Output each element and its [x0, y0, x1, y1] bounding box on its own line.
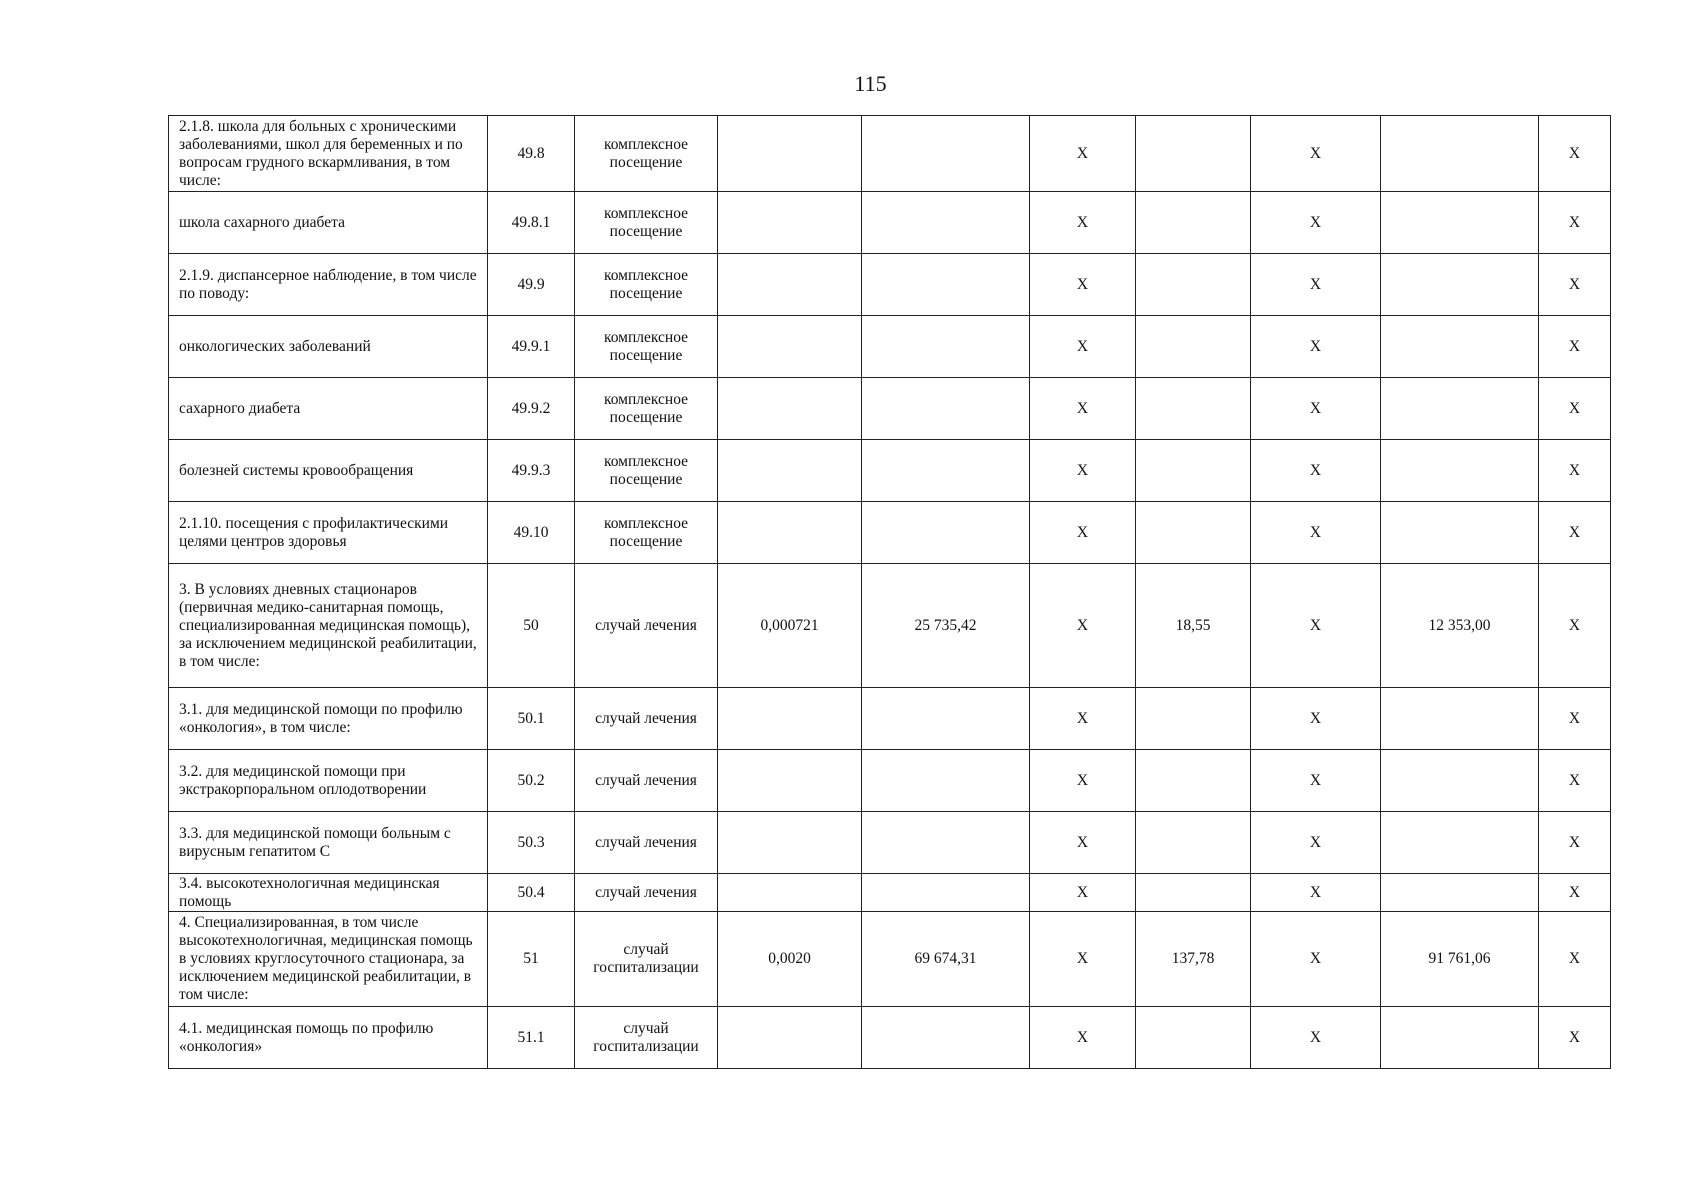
row-col-10: X [1539, 502, 1611, 564]
row-col-7 [1136, 688, 1251, 750]
row-name: 2.1.8. школа для больных с хроническими заболеваниями, школ для беременных и по вопросам грудного вскармливания, в том числе: [169, 116, 488, 192]
row-code: 50.1 [488, 688, 575, 750]
row-cost [862, 688, 1030, 750]
row-col-10: X [1539, 1007, 1611, 1069]
row-norm: 0,000721 [718, 564, 862, 688]
table-row [169, 564, 1611, 688]
row-name: 4.1. медицинская помощь по профилю «онкология» [169, 1007, 488, 1069]
row-col-10: X [1539, 874, 1611, 912]
row-cost [862, 874, 1030, 912]
row-col-7 [1136, 1007, 1251, 1069]
row-col-8: X [1251, 378, 1381, 440]
table-row [169, 812, 1611, 874]
row-col-9 [1381, 874, 1539, 912]
row-col-9 [1381, 688, 1539, 750]
row-norm: 0,0020 [718, 912, 862, 1007]
row-col-7 [1136, 502, 1251, 564]
row-unit: комплексное посещение [575, 440, 718, 502]
row-col-6: X [1030, 912, 1136, 1007]
table-row [169, 1007, 1611, 1069]
row-unit: случай лечения [575, 564, 718, 688]
row-col-9: 12 353,00 [1381, 564, 1539, 688]
row-col-6: X [1030, 1007, 1136, 1069]
row-norm [718, 812, 862, 874]
row-col-7 [1136, 874, 1251, 912]
row-col-6: X [1030, 564, 1136, 688]
row-col-6: X [1030, 812, 1136, 874]
row-col-10: X [1539, 564, 1611, 688]
row-name: 3.1. для медицинской помощи по профилю «онкология», в том числе: [169, 688, 488, 750]
row-col-8: X [1251, 502, 1381, 564]
row-unit: случай лечения [575, 750, 718, 812]
row-col-7 [1136, 116, 1251, 192]
table-row [169, 912, 1611, 1007]
table-row [169, 502, 1611, 564]
row-norm [718, 502, 862, 564]
row-name: 4. Специализированная, в том числе высокотехнологичная, медицинская помощь в условиях круглосуточного стационара, за исключением медицинской реабилитации, в том числе: [169, 912, 488, 1007]
row-norm [718, 378, 862, 440]
row-unit: комплексное посещение [575, 116, 718, 192]
row-col-9 [1381, 316, 1539, 378]
row-cost: 69 674,31 [862, 912, 1030, 1007]
row-norm [718, 192, 862, 254]
row-col-6: X [1030, 192, 1136, 254]
row-cost [862, 1007, 1030, 1069]
row-col-8: X [1251, 812, 1381, 874]
table-row [169, 192, 1611, 254]
row-unit: комплексное посещение [575, 192, 718, 254]
row-col-9: 91 761,06 [1381, 912, 1539, 1007]
row-col-8: X [1251, 1007, 1381, 1069]
row-name: школа сахарного диабета [169, 192, 488, 254]
row-name: 3. В условиях дневных стационаров (первичная медико-санитарная помощь, специализированная медицинская помощь), за исключением медицинской реабилитации, в том числе: [169, 564, 488, 688]
row-norm [718, 440, 862, 502]
row-col-6: X [1030, 440, 1136, 502]
row-norm [718, 316, 862, 378]
row-cost [862, 750, 1030, 812]
row-cost [862, 254, 1030, 316]
row-col-9 [1381, 378, 1539, 440]
row-unit: комплексное посещение [575, 378, 718, 440]
row-cost [862, 440, 1030, 502]
row-norm [718, 254, 862, 316]
row-col-6: X [1030, 502, 1136, 564]
row-name: сахарного диабета [169, 378, 488, 440]
row-unit: случай лечения [575, 812, 718, 874]
row-col-8: X [1251, 688, 1381, 750]
row-col-6: X [1030, 116, 1136, 192]
row-cost [862, 192, 1030, 254]
row-code: 51 [488, 912, 575, 1007]
row-unit: комплексное посещение [575, 254, 718, 316]
row-norm [718, 688, 862, 750]
row-unit: случай госпитализации [575, 1007, 718, 1069]
row-code: 49.9.2 [488, 378, 575, 440]
row-col-7 [1136, 378, 1251, 440]
row-code: 49.8 [488, 116, 575, 192]
row-norm [718, 874, 862, 912]
row-code: 49.10 [488, 502, 575, 564]
table-row [169, 874, 1611, 912]
row-code: 49.8.1 [488, 192, 575, 254]
row-col-10: X [1539, 254, 1611, 316]
row-col-10: X [1539, 912, 1611, 1007]
row-col-9 [1381, 750, 1539, 812]
row-norm [718, 1007, 862, 1069]
row-col-9 [1381, 254, 1539, 316]
row-cost [862, 502, 1030, 564]
table-row [169, 378, 1611, 440]
row-code: 50.2 [488, 750, 575, 812]
row-col-10: X [1539, 750, 1611, 812]
row-col-8: X [1251, 316, 1381, 378]
row-col-8: X [1251, 564, 1381, 688]
row-norm [718, 750, 862, 812]
row-col-8: X [1251, 116, 1381, 192]
row-col-10: X [1539, 316, 1611, 378]
row-col-10: X [1539, 378, 1611, 440]
row-code: 51.1 [488, 1007, 575, 1069]
row-code: 50 [488, 564, 575, 688]
table-row [169, 750, 1611, 812]
row-col-7: 18,55 [1136, 564, 1251, 688]
row-col-8: X [1251, 912, 1381, 1007]
row-name: 3.4. высокотехнологичная медицинская помощь [169, 874, 488, 912]
row-col-10: X [1539, 192, 1611, 254]
row-col-9 [1381, 812, 1539, 874]
table-row [169, 316, 1611, 378]
row-unit: комплексное посещение [575, 502, 718, 564]
table-row [169, 688, 1611, 750]
row-col-6: X [1030, 316, 1136, 378]
row-col-7 [1136, 750, 1251, 812]
row-name: 2.1.10. посещения с профилактическими целями центров здоровья [169, 502, 488, 564]
row-unit: случай госпитализации [575, 912, 718, 1007]
row-unit: случай лечения [575, 688, 718, 750]
row-col-8: X [1251, 440, 1381, 502]
row-col-7 [1136, 812, 1251, 874]
row-col-10: X [1539, 688, 1611, 750]
row-code: 49.9.3 [488, 440, 575, 502]
data-table [168, 115, 1611, 1069]
page-number: 115 [854, 71, 887, 96]
row-name: 3.3. для медицинской помощи больным с вирусным гепатитом С [169, 812, 488, 874]
row-cost: 25 735,42 [862, 564, 1030, 688]
row-col-9 [1381, 116, 1539, 192]
row-col-6: X [1030, 378, 1136, 440]
row-col-8: X [1251, 874, 1381, 912]
table-row [169, 116, 1611, 192]
row-col-7 [1136, 440, 1251, 502]
row-unit: комплексное посещение [575, 316, 718, 378]
row-code: 50.4 [488, 874, 575, 912]
row-col-9 [1381, 502, 1539, 564]
row-cost [862, 116, 1030, 192]
row-name: болезней системы кровообращения [169, 440, 488, 502]
row-col-9 [1381, 192, 1539, 254]
row-col-8: X [1251, 254, 1381, 316]
row-col-8: X [1251, 192, 1381, 254]
row-name: 2.1.9. диспансерное наблюдение, в том числе по поводу: [169, 254, 488, 316]
row-col-6: X [1030, 688, 1136, 750]
row-norm [718, 116, 862, 192]
row-name: онкологических заболеваний [169, 316, 488, 378]
row-col-6: X [1030, 750, 1136, 812]
row-col-7 [1136, 192, 1251, 254]
row-col-7 [1136, 254, 1251, 316]
row-code: 50.3 [488, 812, 575, 874]
row-col-7 [1136, 316, 1251, 378]
row-col-9 [1381, 440, 1539, 502]
row-col-6: X [1030, 254, 1136, 316]
table-row [169, 254, 1611, 316]
row-col-7: 137,78 [1136, 912, 1251, 1007]
row-col-9 [1381, 1007, 1539, 1069]
row-col-10: X [1539, 812, 1611, 874]
row-col-10: X [1539, 440, 1611, 502]
table-row [169, 440, 1611, 502]
row-cost [862, 378, 1030, 440]
row-col-8: X [1251, 750, 1381, 812]
row-code: 49.9.1 [488, 316, 575, 378]
row-cost [862, 316, 1030, 378]
row-code: 49.9 [488, 254, 575, 316]
row-col-10: X [1539, 116, 1611, 192]
row-unit: случай лечения [575, 874, 718, 912]
row-col-6: X [1030, 874, 1136, 912]
row-name: 3.2. для медицинской помощи при экстракорпоральном оплодотворении [169, 750, 488, 812]
row-cost [862, 812, 1030, 874]
